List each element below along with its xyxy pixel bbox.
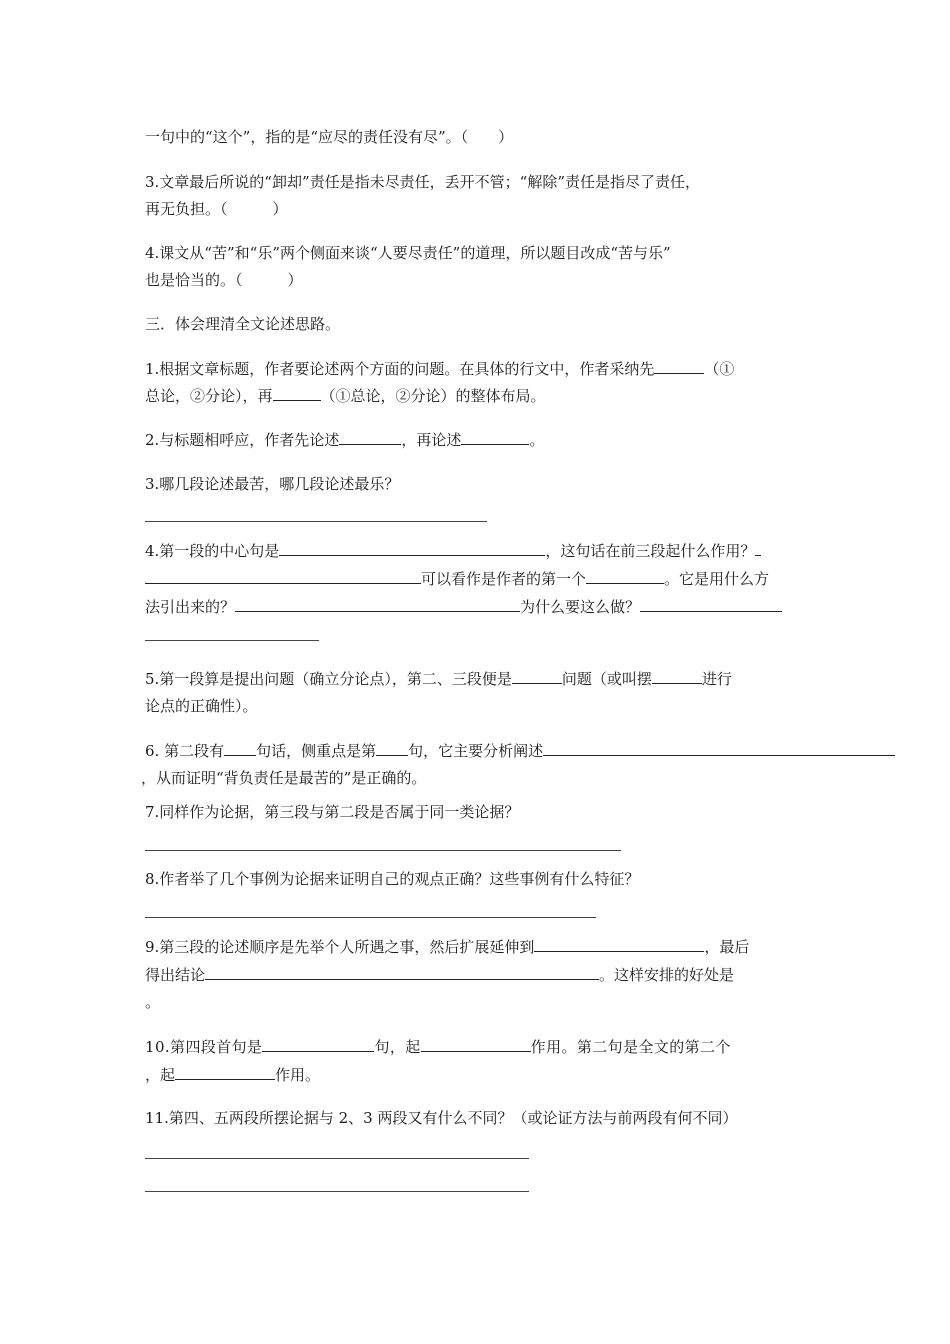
- s5-line1: 5.第一段算是提出问题（确立分论点），第二、三段便是 问题（或叫摆 进行: [145, 670, 732, 688]
- s9-line1: 9.第三段的论述顺序是先举个人所遇之事，然后扩展延伸到 ，最后: [145, 938, 750, 956]
- s4-line2: 可以看作是作者的第一个 。它是用什么方: [145, 568, 769, 589]
- s9-line3: 。: [145, 993, 161, 1011]
- s4-blank-4[interactable]: [586, 568, 664, 584]
- s6-blank-1[interactable]: [224, 740, 256, 756]
- s2-blank-2[interactable]: [461, 429, 529, 445]
- s4-blank-3[interactable]: [145, 568, 421, 584]
- s8-question: 8.作者举了几个事例为论据来证明自己的观点正确？这些事例有什么特征？: [145, 870, 640, 888]
- s9-line2: 得出结论 。这样安排的好处是: [145, 966, 735, 984]
- s5-blank-1[interactable]: [512, 668, 562, 684]
- s1-line1: 1.根据文章标题，作者要论述两个方面的问题。在具体的行文中，作者采纳先 （①: [145, 360, 735, 378]
- s1-blank-2[interactable]: [273, 385, 321, 401]
- s4-blank-5[interactable]: [235, 596, 520, 612]
- s6-line2: ，从而证明“背负责任是最苦的”是正确的。: [141, 769, 427, 787]
- s10-blank-3[interactable]: [175, 1064, 275, 1080]
- s3-question: 3.哪几段论述最苦，哪几段论述最乐？: [145, 475, 400, 493]
- s2-line: 2.与标题相呼应，作者先论述 ，再论述 。: [145, 431, 545, 449]
- s6-blank-3[interactable]: [543, 740, 895, 756]
- section-heading: 三．体会理清全文论述思路。: [145, 315, 341, 333]
- s10-blank-1[interactable]: [262, 1036, 374, 1052]
- s10-line2: ，起 作用。: [145, 1066, 321, 1084]
- s4-blank-1[interactable]: [279, 540, 545, 556]
- s11-answer-line-2[interactable]: [145, 1191, 529, 1192]
- s6-blank-2[interactable]: [376, 740, 408, 756]
- s8-answer-line[interactable]: [145, 917, 596, 918]
- s4-blank-6[interactable]: [640, 596, 782, 612]
- q4-line2: 也是恰当的。（ ）: [145, 271, 303, 289]
- q3-line1: 3.文章最后所说的“卸却”责任是指未尽责任，丢开不管；“解除”责任是指尽了责任，: [145, 173, 700, 191]
- s1-line2: 总论，②分论），再 （①总论，②分论）的整体布局。: [145, 387, 546, 405]
- s9-blank-2[interactable]: [205, 964, 599, 980]
- q3-line2: 再无负担。（ ）: [145, 200, 288, 218]
- s11-answer-line-1[interactable]: [145, 1158, 529, 1159]
- s10-line1: 10.第四段首句是 句，起 作用。第二句是全文的第二个: [145, 1038, 731, 1056]
- q4-line1: 4.课文从“苦”和“乐”两个侧面来谈“人要尽责任”的道理，所以题目改成“苦与乐”: [145, 244, 671, 262]
- q2-tail-text: 一句中的“这个”，指的是“应尽的责任没有尽”。（ ）: [145, 128, 514, 146]
- s11-question: 11.第四、五两段所摆论据与 2、3 两段又有什么不同？（或论证方法与前两段有何不同）: [145, 1109, 738, 1127]
- s9-blank-1[interactable]: [534, 936, 704, 952]
- s7-question: 7.同样作为论据，第三段与第二段是否属于同一类论据？: [145, 803, 520, 821]
- s10-blank-2[interactable]: [421, 1036, 531, 1052]
- s4-line1: 4.第一段的中心句是 ，这句话在前三段起什么作用？: [145, 540, 761, 561]
- s4-line3: 法引出来的？ 为什么要这么做？: [145, 596, 782, 617]
- s3-answer-line[interactable]: [145, 521, 487, 522]
- s5-line2: 论点的正确性）。: [145, 697, 258, 715]
- s1-blank-1[interactable]: [654, 358, 704, 374]
- s5-blank-2[interactable]: [652, 668, 702, 684]
- s2-blank-1[interactable]: [339, 429, 401, 445]
- s7-answer-line[interactable]: [145, 850, 621, 851]
- s4-answer-line[interactable]: [145, 640, 319, 641]
- s6-line1: 6. 第二段有 句话，侧重点是第 句，它主要分析阐述: [145, 740, 895, 761]
- s4-blank-2[interactable]: [755, 540, 761, 556]
